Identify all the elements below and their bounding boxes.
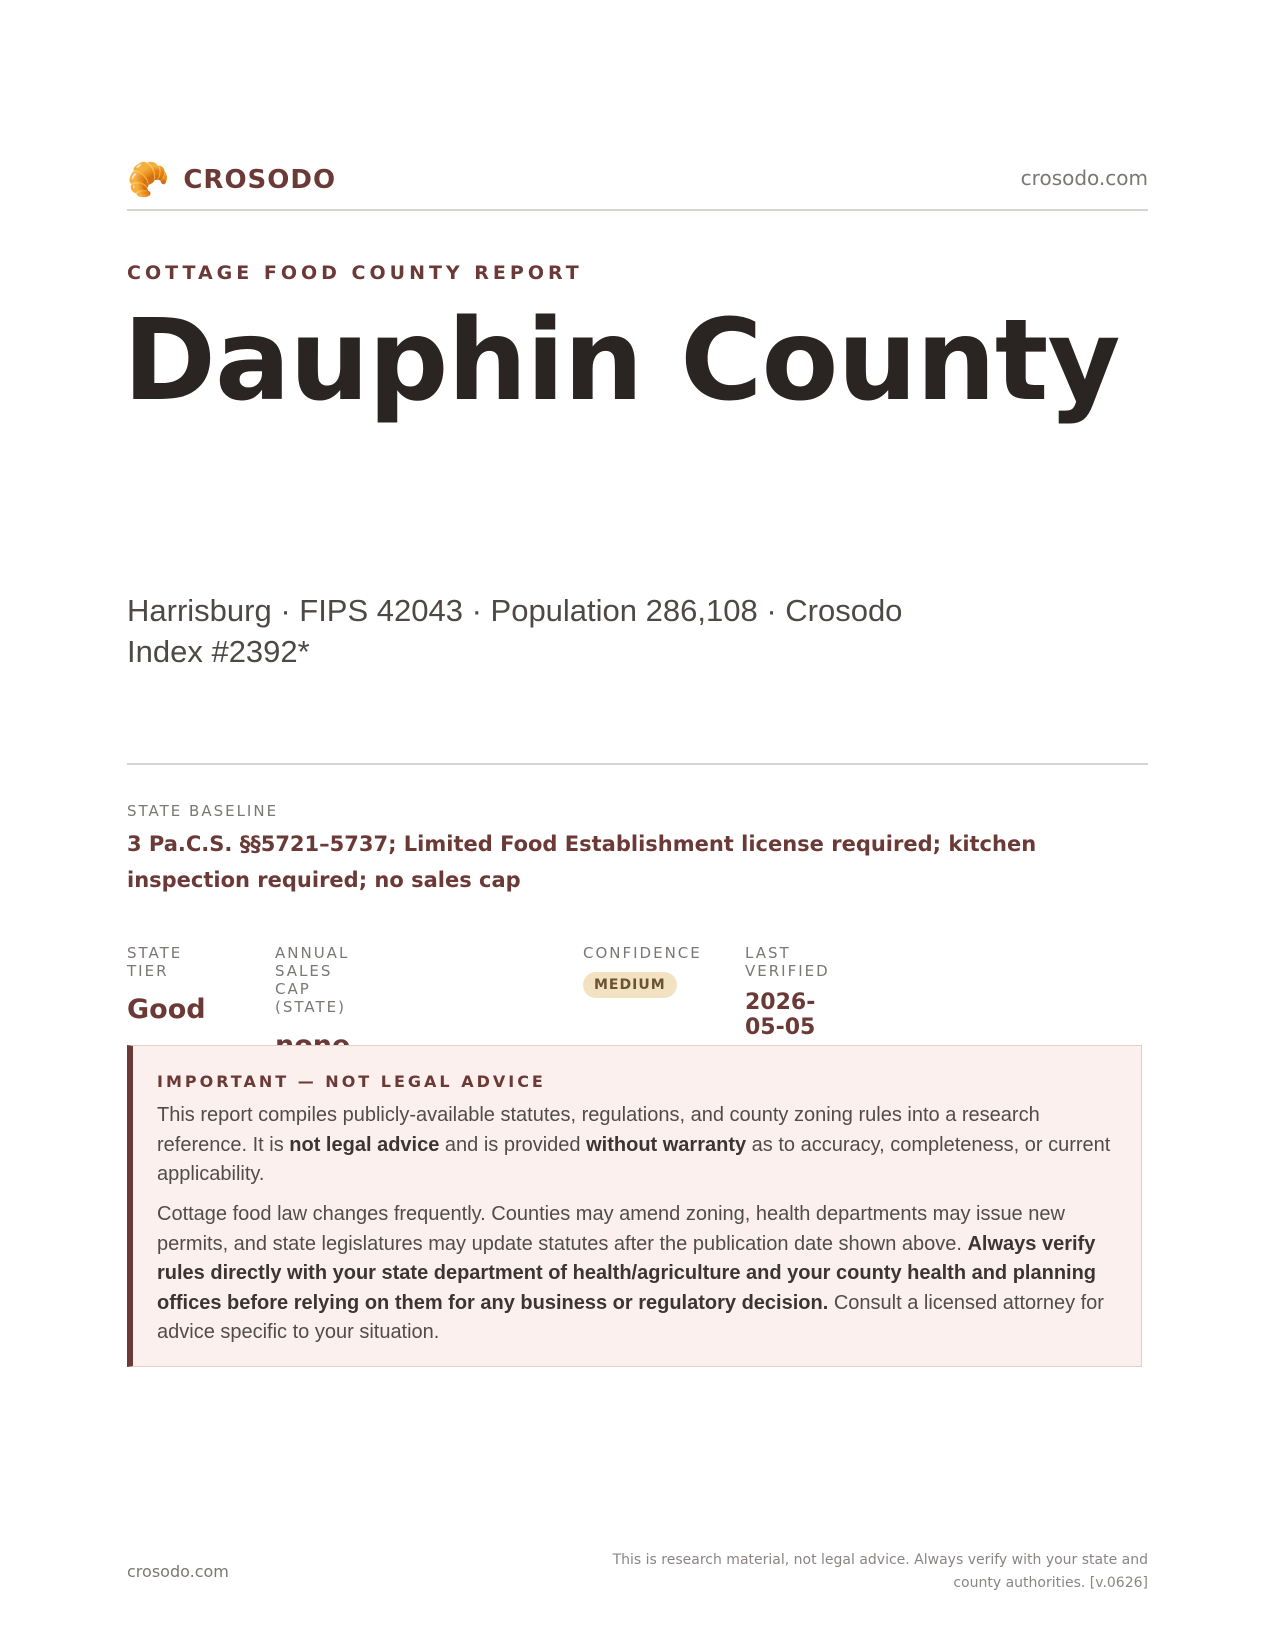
state-baseline-label: STATE BASELINE [127,802,279,820]
footer-disclaimer: This is research material, not legal advice. Always verify with your state and county authorities. [v.0626] [612,1552,1148,1591]
report-page [123,0,1148,1650]
header-divider [127,209,1148,211]
header-site-url[interactable]: crosodo.com [1020,166,1148,190]
footer-site-url[interactable]: crosodo.com [127,1562,229,1581]
section-divider [127,763,1148,765]
stat-value: 2026-05-05 [745,990,816,1040]
stat-state-tier [127,944,206,1025]
page-subtitle: Harrisburg · FIPS 42043 · Population 286,108 · Crosodo Index #2392* [127,593,903,669]
stat-label: CONFIDENCE [583,944,702,962]
state-baseline-text: 3 Pa.C.S. §§5721–5737; Limited Food Establishment license required; kitchen inspection required; no sales cap [127,832,1037,892]
notice-title: IMPORTANT — NOT LEGAL ADVICE [157,1072,546,1091]
legal-notice [127,1045,1142,1367]
stat-label: STATE TIER [127,944,183,980]
report-kicker: COTTAGE FOOD COUNTY REPORT [127,262,583,284]
stat-label: ANNUAL SALES CAP (STATE) [275,944,350,1016]
notice-paragraph: This report compiles publicly-available statutes, regulations, and county zoning rules into a research reference. It is not legal advice and is provided without warranty as to accuracy, completeness, or current applicability. [157,1104,1111,1185]
page-title: Dauphin County [123,296,1120,426]
stat-confidence [583,944,702,998]
brand[interactable] [127,160,336,200]
stat-sales-cap [275,944,350,1061]
confidence-badge: MEDIUM [583,972,677,998]
notice-paragraph: Cottage food law changes frequently. Counties may amend zoning, health departments may issue new permits, and state legislatures may update statutes after the publication date shown above. Always verify rules directly with your state department of health/agriculture and your county health and planning offices before relying on them for any business or regulatory decision. Consult a licensed attorney for advice specific to your situation. [157,1203,1104,1343]
stat-label: LAST VERIFIED [745,944,830,980]
stat-last-verified [745,944,830,1040]
brand-name: CROSODO [183,165,337,195]
croissant-icon: 🥐 [127,160,170,200]
stat-value: Good [127,994,206,1025]
